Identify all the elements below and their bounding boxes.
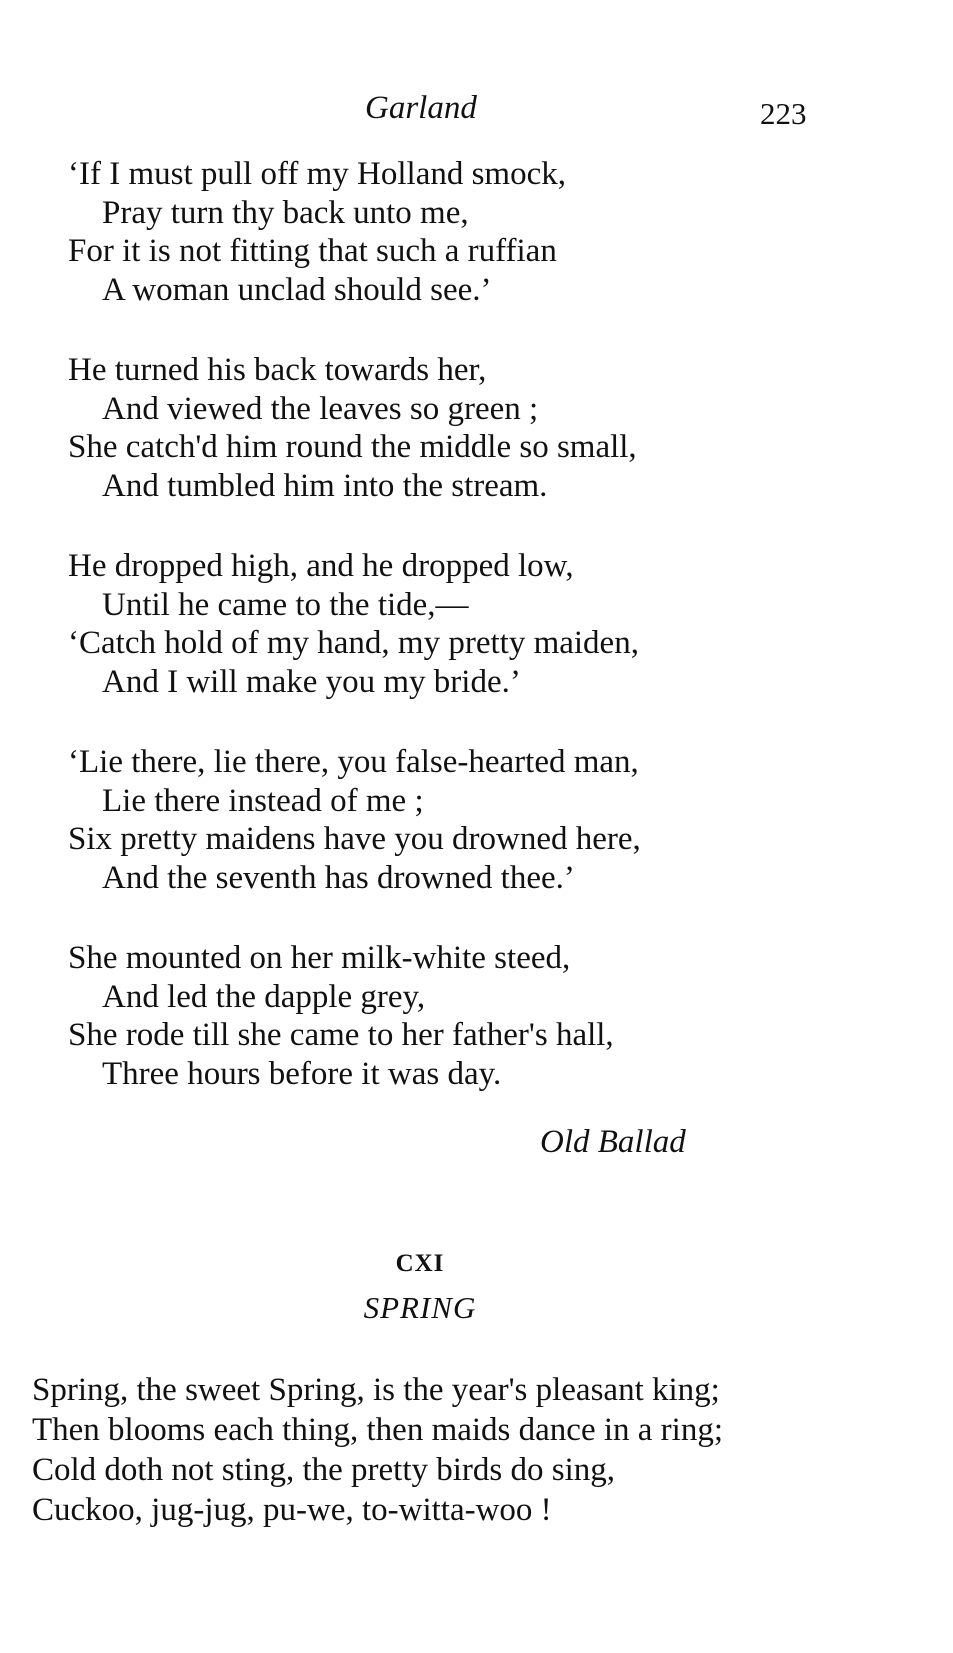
verse-line: And viewed the leaves so green ; [102,390,539,427]
running-title: Garland [365,90,477,126]
verse-line: For it is not fitting that such a ruffian [68,233,557,269]
verse-line: Then blooms each thing, then maids dance in a ring; [32,1412,723,1448]
verse-line: Cuckoo, jug-jug, pu-we, to-witta-woo ! [32,1492,552,1528]
poem-number: CXI [395,1250,445,1277]
ballad-poem [68,155,888,1135]
verse-line: Lie there instead of me ; [102,782,424,819]
verse-line: Six pretty maidens have you drowned here, [68,821,641,857]
verse-line: She catch'd him round the middle so small, [68,429,637,465]
verse-line: He dropped high, and he dropped low, [68,548,574,584]
verse-line: Pray turn thy back unto me, [102,194,469,231]
verse-line: ‘Catch hold of my hand, my pretty maiden, [68,625,639,661]
verse-line: And the seventh has drowned thee.’ [102,859,575,896]
verse-line: ‘If I must pull off my Holland smock, [68,156,566,192]
stanza [68,743,888,897]
page-number: 223 [760,96,807,131]
stanza [68,351,888,505]
stanza [68,547,888,701]
poem-title: SPRING [363,1290,477,1325]
verse-line: And I will make you my bride.’ [102,663,521,700]
verse-line: A woman unclad should see.’ [102,271,492,308]
stanza [68,939,888,1093]
verse-line: ‘Lie there, lie there, you false-hearted man, [68,744,639,780]
verse-line: Spring, the sweet Spring, is the year's pleasant king; [32,1372,720,1408]
stanza [68,155,888,309]
verse-line: He turned his back towards her, [68,352,487,388]
verse-line: Until he came to the tide,— [102,586,469,623]
verse-line: She rode till she came to her father's hall, [68,1017,614,1053]
verse-line: Cold doth not sting, the pretty birds do sing, [32,1452,615,1488]
verse-line: And tumbled him into the stream. [102,467,548,504]
running-head [0,90,953,140]
poem-attribution: Old Ballad [540,1124,686,1160]
verse-line: And led the dapple grey, [102,978,426,1015]
verse-line: Three hours before it was day. [102,1055,502,1092]
spring-poem [32,1370,932,1530]
verse-line: She mounted on her milk-white steed, [68,940,571,976]
